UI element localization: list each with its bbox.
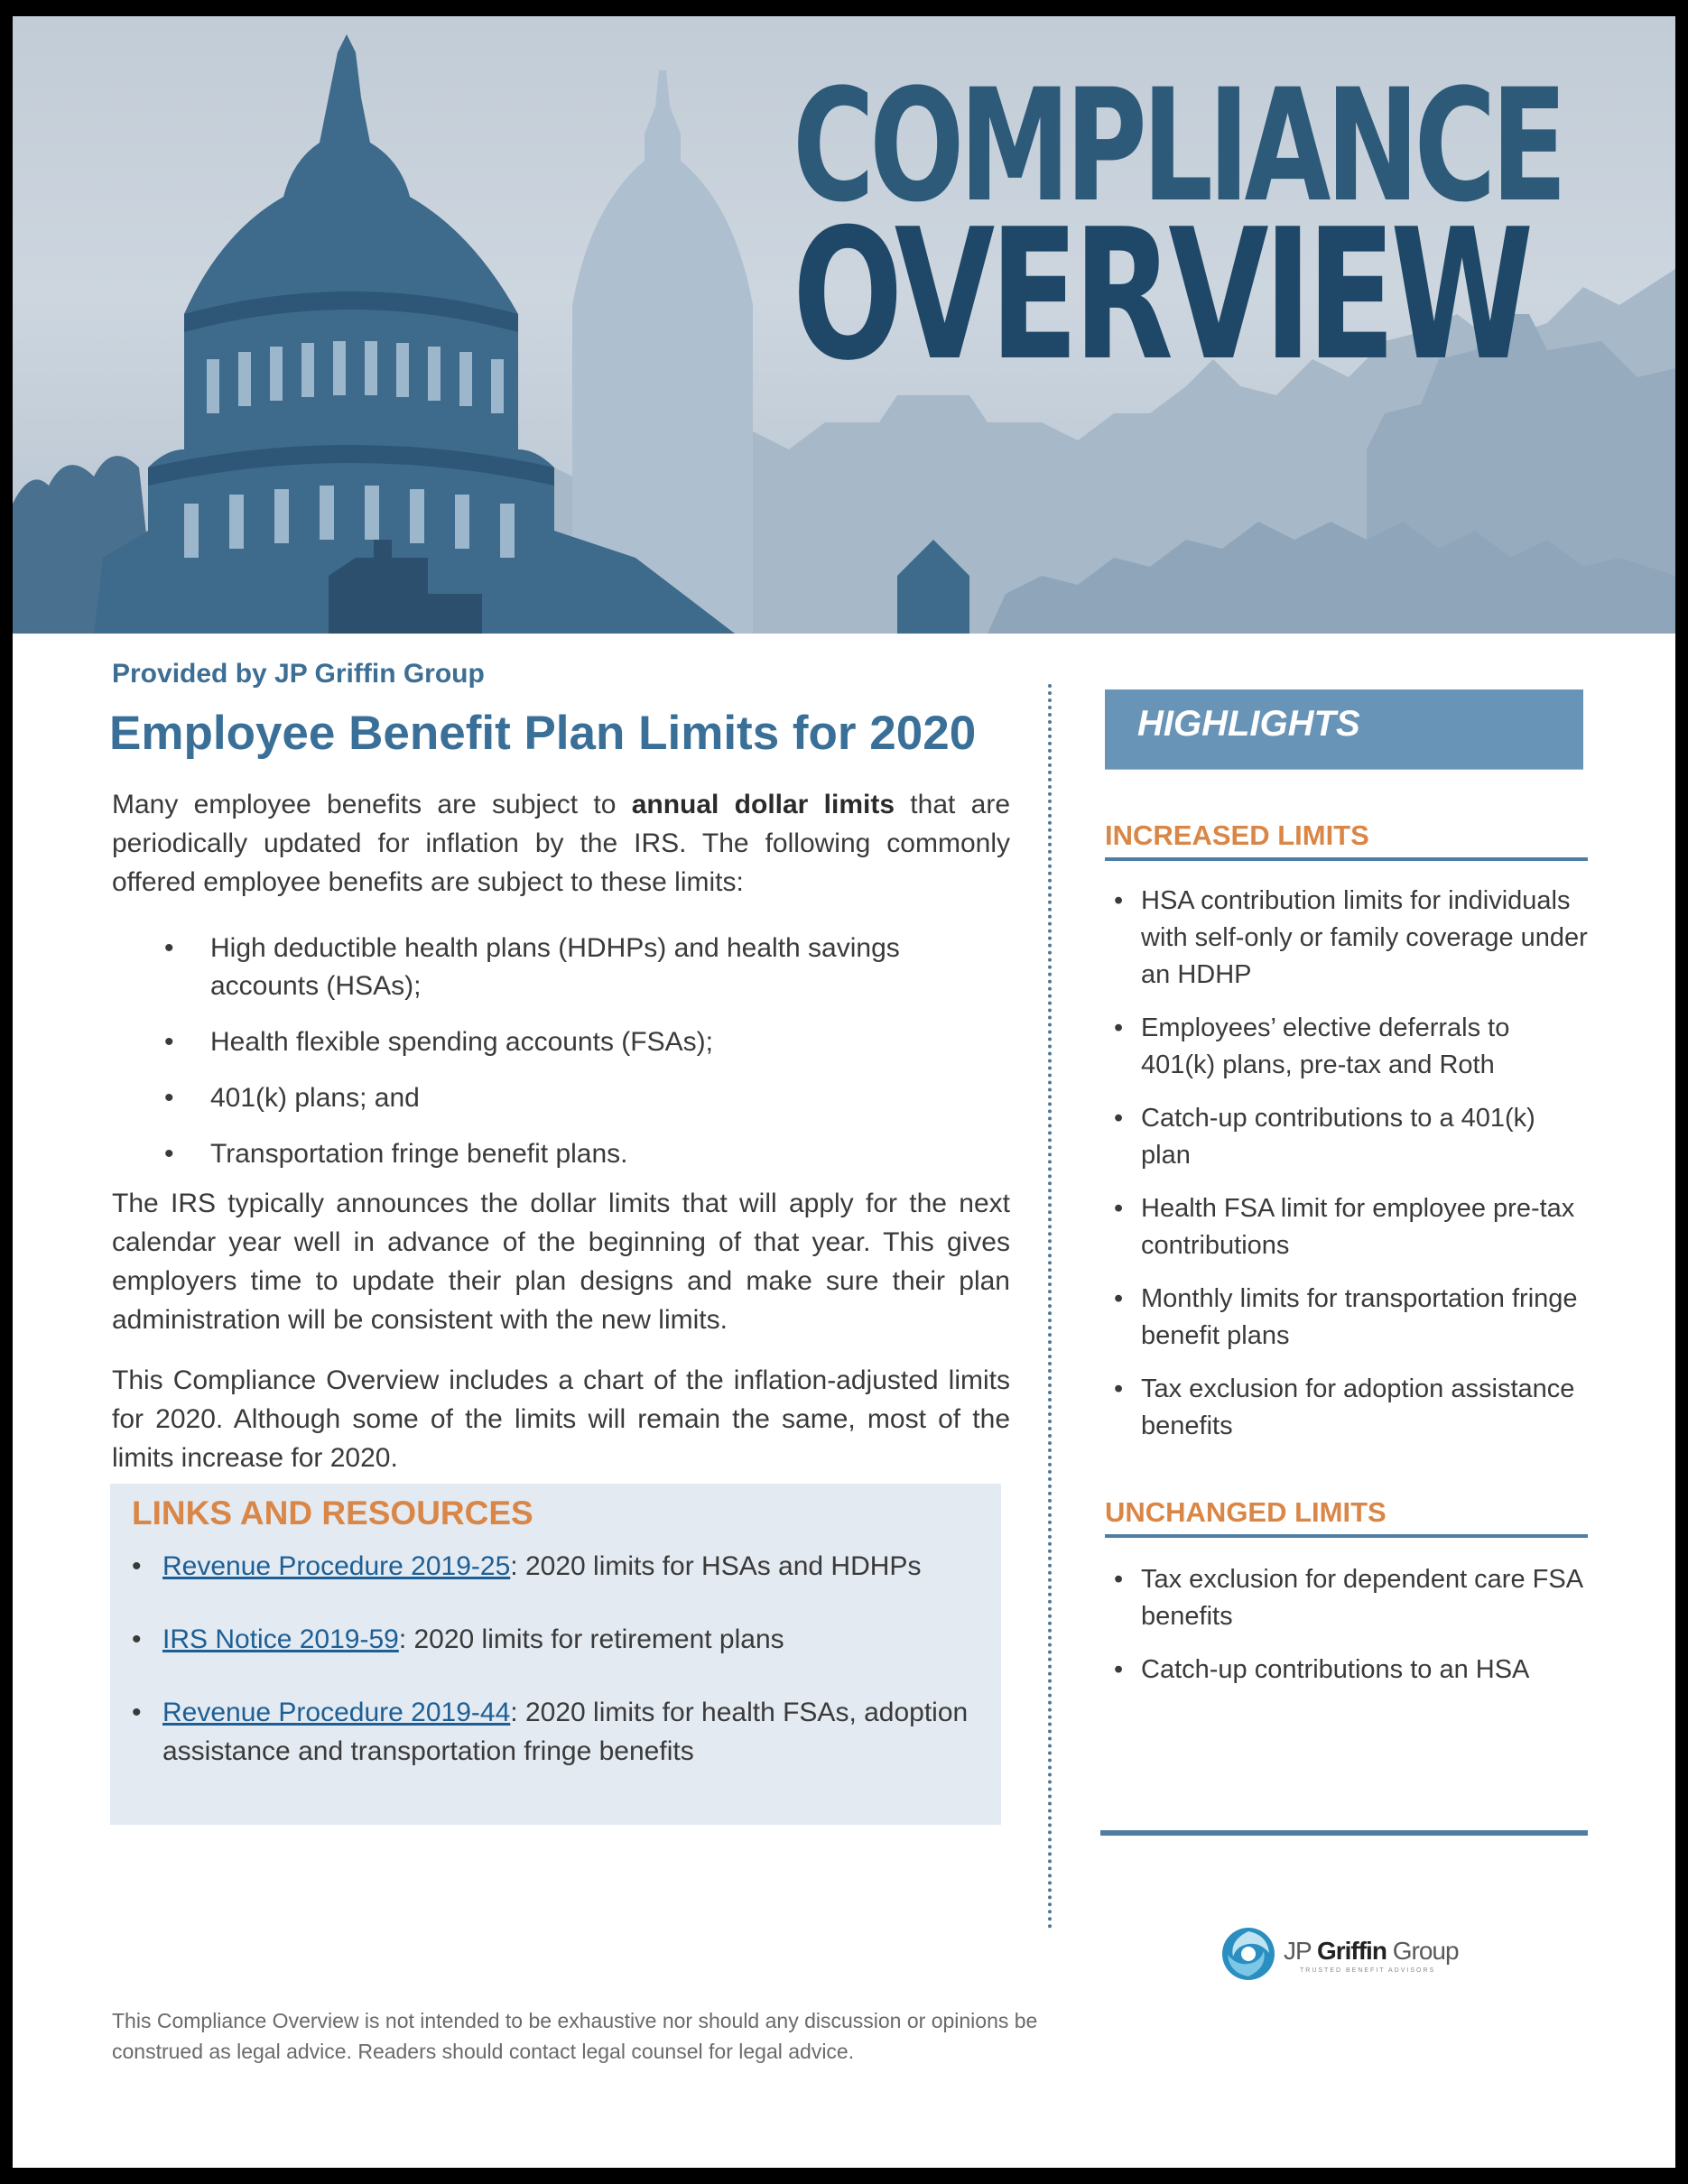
- list-item-text: Catch-up contributions to a 401(k) plan: [1141, 1104, 1535, 1170]
- revenue-procedure-2019-25-link[interactable]: Revenue Procedure 2019-25: [162, 1551, 511, 1581]
- list-item: [1114, 1561, 1588, 1635]
- list-item-text: High deductible health plans (HDHPs) and health savings accounts (HSAs);: [210, 933, 900, 1001]
- list-item: [132, 1547, 989, 1586]
- banner-title-compliance: COMPLIANCE: [793, 55, 1563, 236]
- header-banner: [13, 16, 1675, 634]
- bullet-icon: •: [1114, 886, 1124, 915]
- logo-text-group: Group: [1386, 1937, 1459, 1965]
- announcement-paragraph: The IRS typically announces the dollar limits that will apply for the next calendar year well in advance of the beginning of that year. This gives employers time to update their plan designs and make sure their plan administration will be consistent with the new limits.: [112, 1189, 1010, 1335]
- list-item-text: HSA contribution limits for individuals with self-only or family coverage under an HDHP: [1141, 886, 1588, 989]
- intro-bold-text: annual dollar limits: [631, 790, 895, 819]
- irs-notice-2019-59-link[interactable]: IRS Notice 2019-59: [162, 1624, 399, 1654]
- swirl-logo-icon: [1220, 1926, 1276, 1982]
- list-item: [1114, 883, 1588, 994]
- list-item: [112, 1079, 1010, 1117]
- jp-griffin-group-logo: [1220, 1926, 1464, 1989]
- column-divider: [1048, 684, 1052, 1930]
- list-item-text: Tax exclusion for dependent care FSA benefits: [1141, 1565, 1582, 1631]
- list-item: [1114, 1371, 1588, 1445]
- list-item: [132, 1693, 989, 1771]
- list-item: [112, 1023, 1010, 1061]
- highlights-title: HIGHLIGHTS: [1137, 704, 1360, 744]
- logo-text-jp: JP: [1284, 1937, 1317, 1965]
- bullet-icon: •: [1114, 1284, 1124, 1313]
- bullet-icon: •: [1114, 1013, 1124, 1042]
- legal-disclaimer: This Compliance Overview is not intended to be exhaustive nor should any discussion or opinions be construed as legal advice. Readers should contact legal counsel for legal advice.: [112, 2009, 1038, 2063]
- list-item-text: Employees’ elective deferrals to 401(k) plans, pre-tax and Roth: [1141, 1013, 1510, 1079]
- bullet-icon: •: [1114, 1565, 1124, 1594]
- list-item: [1114, 1010, 1588, 1084]
- bullet-icon: •: [132, 1624, 142, 1654]
- bullet-icon: •: [132, 1551, 142, 1581]
- list-item: [1114, 1652, 1588, 1689]
- unchanged-limits-heading: UNCHANGED LIMITS: [1105, 1496, 1588, 1538]
- list-item-text: Monthly limits for transportation fringe benefit plans: [1141, 1284, 1578, 1350]
- list-item-text: Health FSA limit for employee pre-tax contributions: [1141, 1194, 1575, 1260]
- links-heading: LINKS AND RESOURCES: [132, 1495, 533, 1532]
- bullet-icon: •: [164, 1027, 174, 1057]
- logo-text-griffin: Griffin: [1316, 1937, 1387, 1965]
- bullet-icon: •: [164, 933, 174, 963]
- bullet-icon: •: [1114, 1194, 1124, 1223]
- banner-title-overview: OVERVIEW: [793, 190, 1529, 401]
- link-description: : 2020 limits for retirement plans: [398, 1624, 784, 1654]
- bullet-icon: •: [132, 1698, 142, 1727]
- revenue-procedure-2019-44-link[interactable]: Revenue Procedure 2019-44: [162, 1698, 511, 1727]
- list-item-text: Health flexible spending accounts (FSAs);: [210, 1027, 713, 1057]
- list-item: [132, 1620, 989, 1659]
- intro-text-end: that are periodically updated for inflation by the IRS. The following commonly offered employee benefits are subject to these limits:: [112, 790, 1010, 897]
- list-item: [1114, 1281, 1588, 1355]
- bullet-icon: •: [1114, 1374, 1124, 1403]
- links-list: [132, 1547, 989, 1771]
- intro-paragraph: [112, 785, 1010, 902]
- document-page: [13, 16, 1675, 2168]
- bullet-icon: •: [1114, 1104, 1124, 1133]
- list-item: [112, 1135, 1010, 1173]
- logo-wordmark: [1284, 1937, 1459, 1966]
- increased-limits-list: [1114, 883, 1588, 1461]
- list-item: [112, 930, 1010, 1005]
- unchanged-limits-list: [1114, 1561, 1588, 1705]
- intro-text-start: Many employee benefits are subject to: [112, 790, 632, 819]
- document-title: Employee Benefit Plan Limits for 2020: [109, 707, 977, 760]
- list-item: [1114, 1190, 1588, 1264]
- list-item-text: 401(k) plans; and: [210, 1083, 420, 1113]
- provided-by-label: Provided by JP Griffin Group: [112, 659, 485, 689]
- list-item-text: Catch-up contributions to an HSA: [1141, 1655, 1530, 1684]
- list-item-text: Tax exclusion for adoption assistance benefits: [1141, 1374, 1575, 1440]
- bullet-icon: •: [164, 1083, 174, 1113]
- highlights-banner: [1105, 689, 1583, 769]
- increased-limits-heading: INCREASED LIMITS: [1105, 819, 1588, 861]
- sidebar-bottom-rule: [1100, 1830, 1588, 1836]
- link-description: : 2020 limits for HSAs and HDHPs: [510, 1551, 922, 1581]
- benefit-list: [112, 930, 1010, 1173]
- link-description: : 2020 limits for health FSAs, adoption assistance and transportation fringe benefits: [162, 1698, 969, 1766]
- bullet-icon: •: [1114, 1655, 1124, 1684]
- bullet-icon: •: [164, 1139, 174, 1169]
- logo-tagline: TRUSTED BENEFIT ADVISORS: [1300, 1967, 1436, 1974]
- list-item: [1114, 1100, 1588, 1174]
- links-and-resources-box: [110, 1484, 1001, 1825]
- list-item-text: Transportation fringe benefit plans.: [210, 1139, 628, 1169]
- overview-paragraph: This Compliance Overview includes a chart of the inflation-adjusted limits for 2020. Although some of the limits will remain the same, most of the limits increase for 2020.: [112, 1365, 1010, 1473]
